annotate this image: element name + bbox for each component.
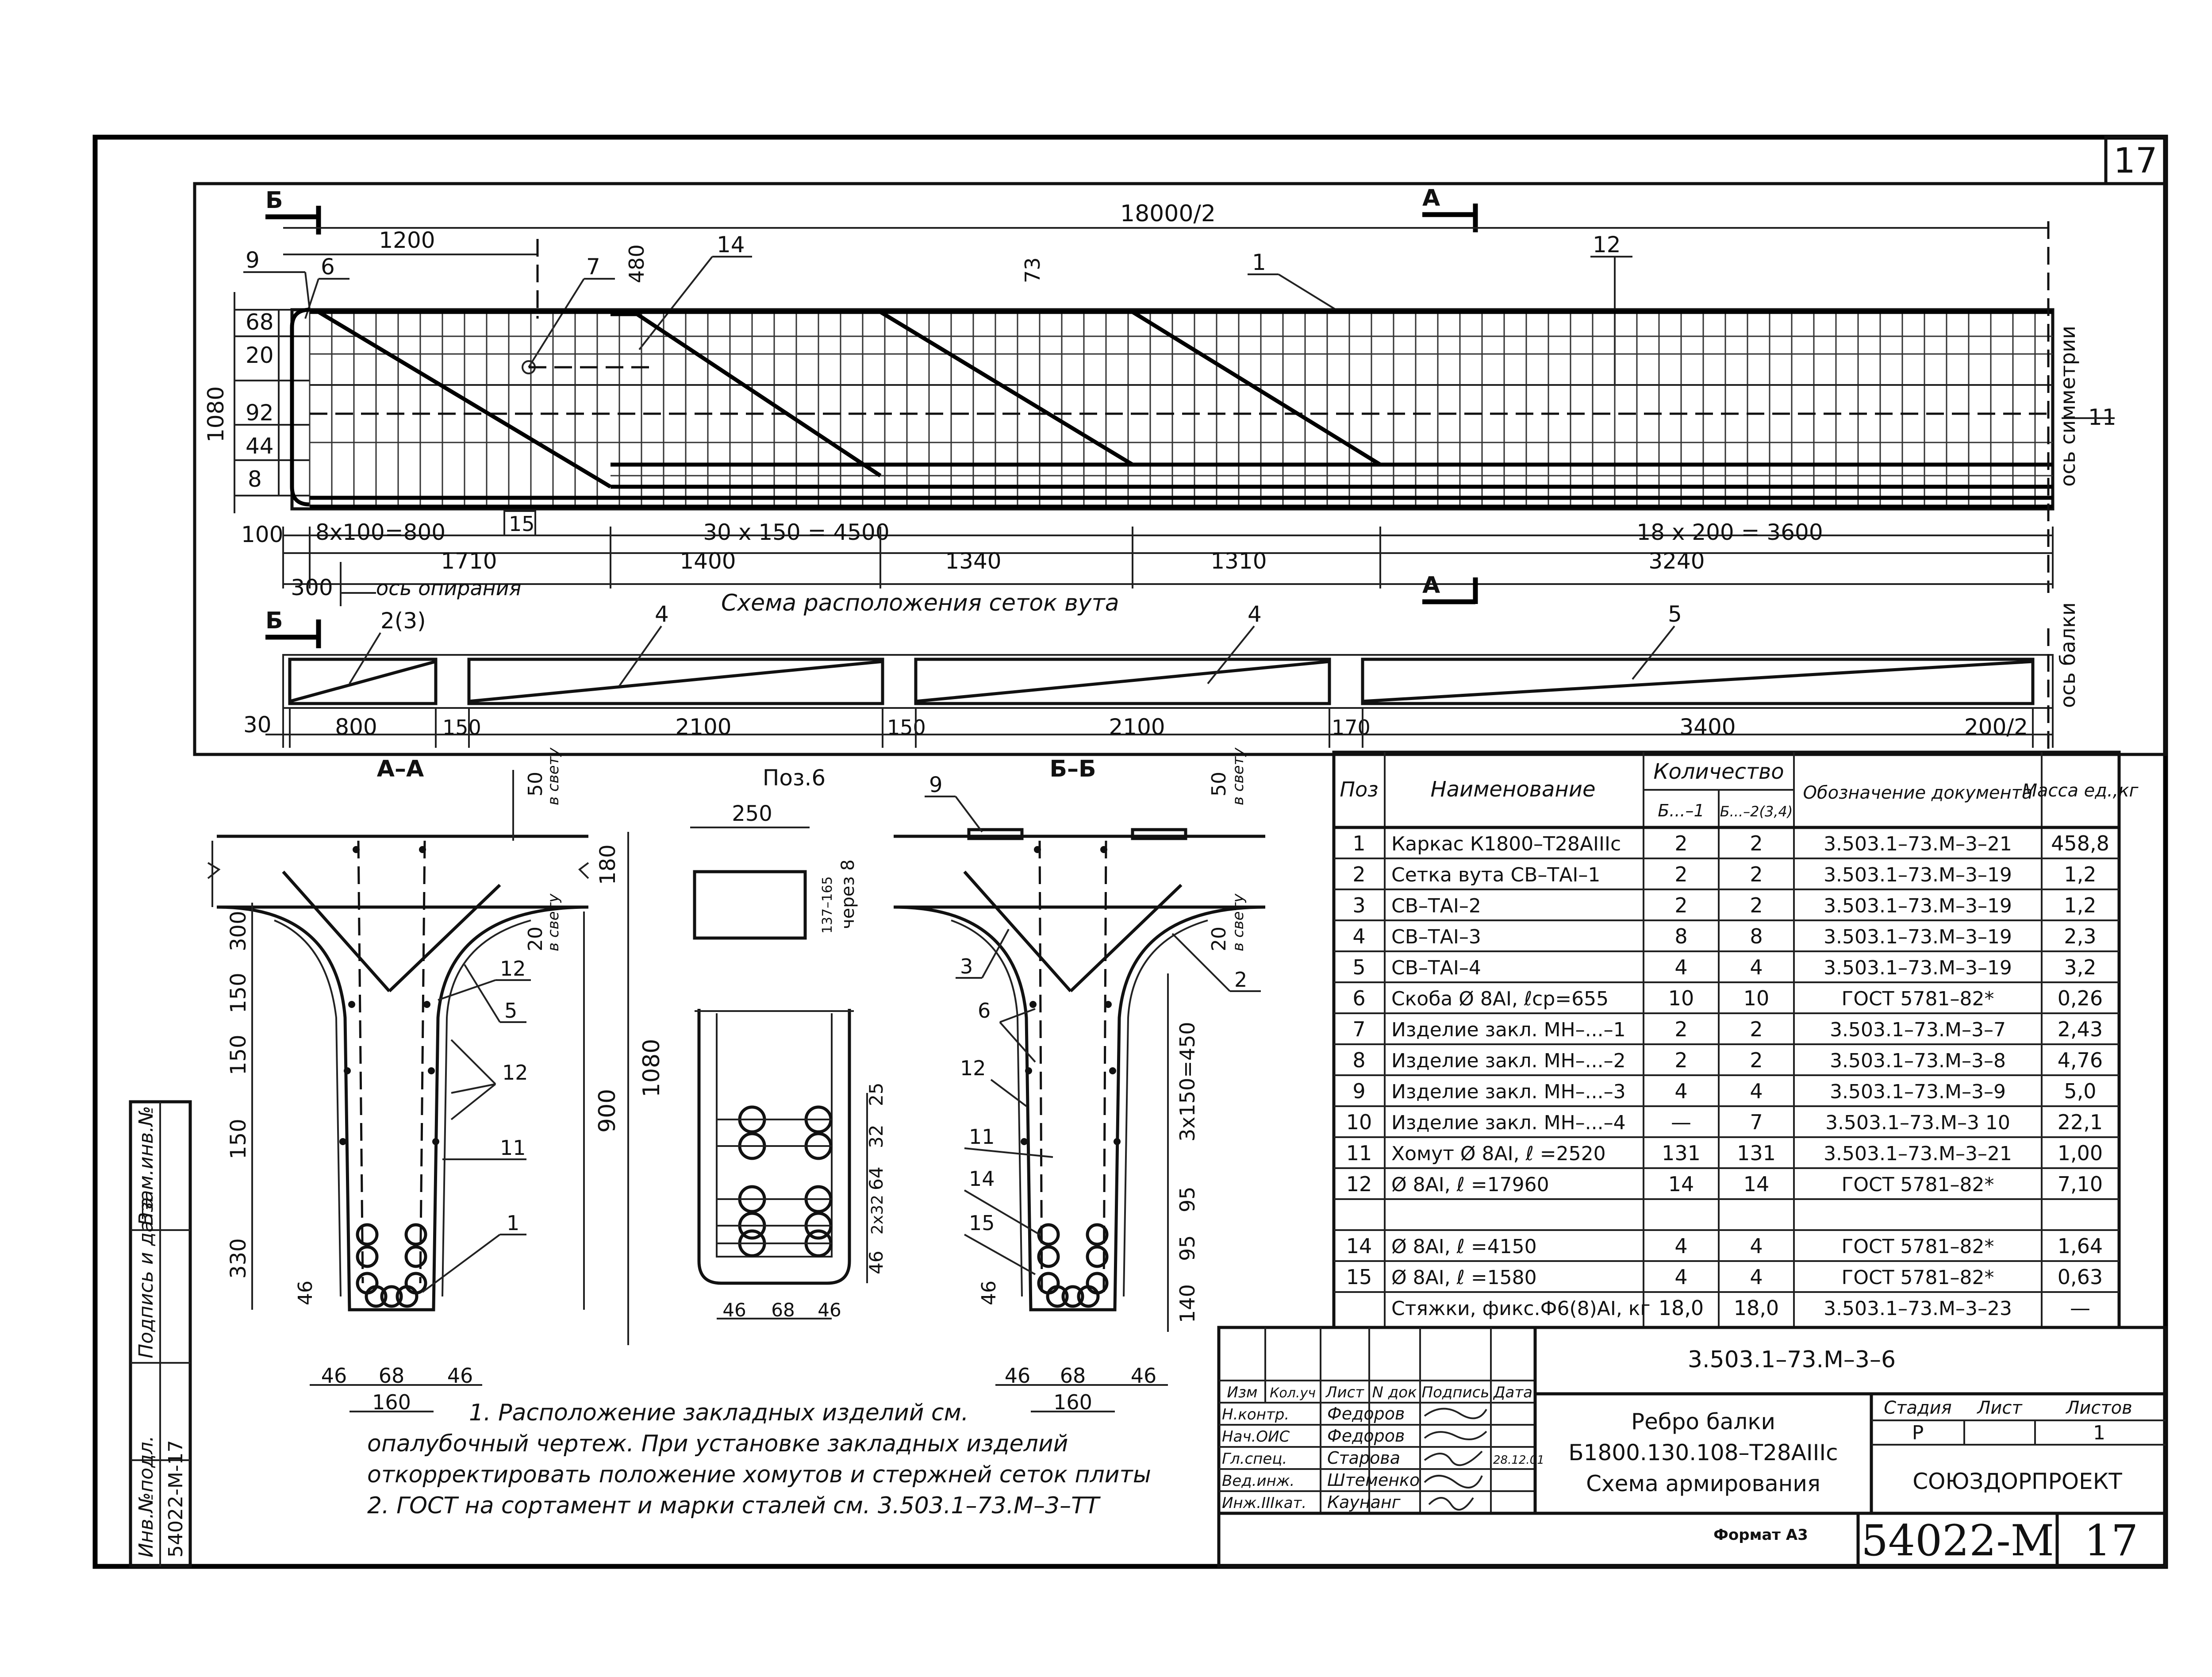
aa-pos-12a: 12 xyxy=(500,957,526,981)
side-value: 54022-М-17 xyxy=(165,1440,187,1558)
tb-person: Федоров xyxy=(1327,1426,1405,1446)
spec-cell-q1: 131 xyxy=(1662,1141,1701,1165)
rebar-dot xyxy=(423,1001,430,1008)
spec-cell-doc: 3.503.1–73.М–3–19 xyxy=(1824,895,2012,917)
beam-axis-label: ось балки xyxy=(2056,602,2080,708)
bb-dim-95b: 95 xyxy=(1175,1235,1199,1261)
side-stamp xyxy=(131,1102,190,1566)
bb-dim-95a: 95 xyxy=(1175,1186,1199,1212)
section-aa-title: А–А xyxy=(376,756,424,782)
rebar-dot xyxy=(419,846,426,853)
tb-col-podpis: Подпись xyxy=(1421,1384,1490,1401)
mesh-pos-5: 5 xyxy=(1668,601,1682,627)
spec-cell-name: Изделие закл. МН–...–2 xyxy=(1391,1050,1626,1072)
spec-cell-q2: 4 xyxy=(1750,1265,1763,1289)
spec-cell-q2: 131 xyxy=(1737,1141,1776,1165)
aa-dim-50: 50 xyxy=(524,772,547,796)
spec-cell-pos: 1 xyxy=(1352,831,1366,855)
spec-cell-q2: 14 xyxy=(1743,1172,1770,1196)
dim-100: 100 xyxy=(241,522,284,547)
spec-cell-q2: 2 xyxy=(1750,831,1763,855)
aa-dim-46-side: 46 xyxy=(294,1281,317,1305)
mesh-dim-2100b: 2100 xyxy=(1109,714,1165,740)
aa-pos-11: 11 xyxy=(500,1136,526,1160)
spec-cell-q2: 2 xyxy=(1750,1017,1763,1041)
bb-dim-3x150: 3х150=450 xyxy=(1175,1022,1199,1142)
pos6-250: 250 xyxy=(732,801,772,826)
plan-view xyxy=(203,185,2116,606)
spec-cell-q1: — xyxy=(1671,1110,1691,1134)
spec-cell-name: Изделие закл. МН–...–1 xyxy=(1391,1019,1626,1041)
spec-cell-q1: 2 xyxy=(1674,831,1688,855)
spec-cell-q2: 4 xyxy=(1750,955,1763,979)
spec-cell-pos: 12 xyxy=(1346,1172,1372,1196)
spec-cell-doc: 3.503.1–73.М–3–21 xyxy=(1824,833,2012,855)
spec-cell-pos: 15 xyxy=(1346,1265,1372,1289)
p6-2x32: 2х32 xyxy=(868,1194,887,1235)
mesh-pos-23: 2(3) xyxy=(380,608,426,634)
rebar-dot xyxy=(1114,1138,1121,1145)
pos6-137: 137–165 xyxy=(820,876,835,934)
rebar-dot xyxy=(1105,1001,1112,1008)
p6-64: 64 xyxy=(865,1166,887,1190)
tb-stage: Р xyxy=(1912,1422,1924,1444)
spec-cell-q2: 10 xyxy=(1743,986,1770,1010)
tb-person: Каунанг xyxy=(1327,1492,1401,1512)
bb-bot-160: 160 xyxy=(1053,1390,1092,1414)
spec-cell-q2: 2 xyxy=(1750,893,1763,917)
spec-h-mass: Масса ед.,кг xyxy=(2022,781,2139,801)
spec-cell-name: Ø 8АI, ℓ =1580 xyxy=(1391,1266,1537,1289)
aa-dim-20: 20 xyxy=(524,927,547,951)
p6-46a: 46 xyxy=(722,1299,746,1321)
height-1080: 1080 xyxy=(203,386,229,442)
tb-role: Нач.ОИС xyxy=(1222,1428,1290,1446)
signature xyxy=(1425,1431,1486,1439)
spec-cell-doc: ГОСТ 5781–82* xyxy=(1841,1173,1994,1196)
mesh-dim-800: 800 xyxy=(335,714,377,740)
pos6-title: Поз.6 xyxy=(762,765,826,791)
spec-cell-q2: 7 xyxy=(1750,1110,1763,1134)
spec-cell-mass: — xyxy=(2070,1296,2090,1320)
p6-46b: 46 xyxy=(818,1299,841,1321)
tb-col-izm: Изм xyxy=(1227,1384,1258,1401)
tb-sheet-h: Лист xyxy=(1977,1398,2022,1418)
pos6-through8: через 8 xyxy=(838,859,858,929)
symmetry-axis-label: ось симметрии xyxy=(2056,326,2080,487)
spec-cell-mass: 3,2 xyxy=(2064,955,2097,979)
spec-table xyxy=(1334,752,2139,1327)
format-label: Формат А3 xyxy=(1713,1526,1808,1544)
spec-cell-doc: ГОСТ 5781–82* xyxy=(1841,1235,1994,1258)
spacing-1: 8х100=800 xyxy=(315,519,446,545)
section-b-label-mid: Б xyxy=(265,608,283,634)
spec-cell-pos: 10 xyxy=(1346,1110,1372,1134)
spec-cell-q2: 4 xyxy=(1750,1234,1763,1258)
pos-12: 12 xyxy=(1593,232,1621,258)
bb-dim-46-side: 46 xyxy=(978,1281,1000,1305)
spec-cell-name: Сетка вута СВ–ТАI–1 xyxy=(1391,864,1601,886)
tb-stage-h: Стадия xyxy=(1884,1398,1952,1418)
support-axis-label: ось опирания xyxy=(376,576,522,600)
spec-cell-q1: 2 xyxy=(1674,862,1688,886)
spec-cell-mass: 2,3 xyxy=(2064,924,2097,948)
signature xyxy=(1425,1409,1486,1419)
pos-9: 9 xyxy=(246,247,260,273)
left-68: 68 xyxy=(246,309,274,335)
spec-cell-mass: 0,63 xyxy=(2057,1265,2103,1289)
note-4: 2. ГОСТ на сортамент и марки сталей см. 3.503.1–73.М–3–ТТ xyxy=(367,1492,1099,1519)
bb-dim-140: 140 xyxy=(1175,1284,1199,1323)
title-block xyxy=(1219,1327,2166,1566)
rebar-dot xyxy=(339,1138,346,1145)
spec-cell-mass: 1,00 xyxy=(2057,1141,2103,1165)
side-col3: Взам.инв.№ xyxy=(135,1106,157,1226)
rebar-dot xyxy=(1034,846,1041,853)
bb-dim-vsvetu2: в свету xyxy=(1229,893,1247,951)
spec-h-doc: Обозначение документа xyxy=(1803,783,2033,803)
spec-cell-name: Хомут Ø 8АI, ℓ =2520 xyxy=(1391,1142,1606,1165)
seg-1710: 1710 xyxy=(441,548,497,574)
tb-role: Вед.инж. xyxy=(1222,1472,1295,1490)
mesh-dim-30: 30 xyxy=(243,712,272,738)
section-b-label-top: Б xyxy=(265,187,283,214)
mesh-dim-150a: 150 xyxy=(442,715,481,739)
p6-32: 32 xyxy=(865,1124,887,1148)
pos-1: 1 xyxy=(1252,250,1266,275)
tb-person: Штеменко xyxy=(1327,1470,1420,1490)
spec-cell-q1: 14 xyxy=(1668,1172,1694,1196)
left-44: 44 xyxy=(246,433,274,459)
signature xyxy=(1425,1476,1482,1488)
rebar-dot xyxy=(1029,1001,1037,1008)
spec-cell-doc: 3.503.1–73.М–3–21 xyxy=(1824,1142,2012,1165)
left-8: 8 xyxy=(248,466,262,492)
spec-cell-pos: 9 xyxy=(1352,1079,1366,1103)
rebar-dot xyxy=(1025,1067,1032,1074)
spec-h-pos: Поз xyxy=(1340,777,1379,801)
bb-dim-50: 50 xyxy=(1208,772,1230,796)
spec-cell-pos: 3 xyxy=(1352,893,1366,917)
seg-1340: 1340 xyxy=(945,548,1002,574)
spec-cell-q1: 4 xyxy=(1674,1079,1688,1103)
seg-3240: 3240 xyxy=(1648,548,1705,574)
spec-cell-pos: 2 xyxy=(1352,862,1366,886)
spec-cell-pos: 7 xyxy=(1352,1017,1366,1041)
section-a-label-top: А xyxy=(1422,185,1440,212)
spec-cell-doc: 3.503.1–73.М–3–19 xyxy=(1824,957,2012,979)
tb-org: СОЮЗДОРПРОЕКТ xyxy=(1912,1469,2122,1494)
spec-cell-name: Ø 8АI, ℓ =17960 xyxy=(1391,1173,1549,1196)
aa-dim-150b: 150 xyxy=(226,1035,251,1075)
mesh-dim-2100a: 2100 xyxy=(675,714,732,740)
spec-cell-pos: 8 xyxy=(1352,1048,1366,1072)
spec-cell-doc: 3.503.1–73.М–3–8 xyxy=(1830,1050,2006,1072)
pos-14: 14 xyxy=(717,232,745,258)
tb-code: 3.503.1–73.М–3–6 xyxy=(1687,1346,1896,1373)
aa-pos-5: 5 xyxy=(504,999,518,1023)
spec-cell-doc: 3.503.1–73.М–3–19 xyxy=(1824,864,2012,886)
spec-cell-name: СВ–ТАI–3 xyxy=(1391,926,1481,948)
aa-bot-68: 68 xyxy=(378,1364,405,1388)
pos-6: 6 xyxy=(321,254,335,280)
tb-title-2: Б1800.130.108–Т28АIIIс xyxy=(1568,1440,1838,1465)
rebar-circle xyxy=(406,1247,426,1266)
spec-cell-mass: 4,76 xyxy=(2057,1048,2103,1072)
spec-cell-name: СВ–ТАI–4 xyxy=(1391,957,1481,979)
spec-cell-pos: 5 xyxy=(1352,955,1366,979)
tb-role: Н.контр. xyxy=(1222,1406,1290,1423)
spec-cell-name: Ø 8АI, ℓ =4150 xyxy=(1391,1235,1537,1258)
tb-col-koluch: Кол.уч xyxy=(1270,1385,1316,1401)
spec-cell-q1: 2 xyxy=(1674,893,1688,917)
spec-cell-q1: 2 xyxy=(1674,1017,1688,1041)
tb-date: 28.12.01 xyxy=(1493,1454,1544,1467)
mesh-dim-3400: 3400 xyxy=(1679,714,1736,740)
aa-pos-1: 1 xyxy=(507,1211,520,1235)
left-20: 20 xyxy=(246,342,274,368)
bb-pos-3: 3 xyxy=(960,954,973,978)
corner-number: 17 xyxy=(2113,141,2158,181)
spacing-3: 18 х 200 = 3600 xyxy=(1636,519,1823,545)
spec-cell-mass: 458,8 xyxy=(2051,831,2109,855)
bb-pos-12: 12 xyxy=(960,1056,986,1080)
bb-pos-9: 9 xyxy=(929,773,943,797)
bb-pos-6: 6 xyxy=(978,999,991,1023)
seg-1310: 1310 xyxy=(1210,548,1267,574)
side-col1: Инв.№подл. xyxy=(135,1435,157,1558)
note-2: опалубочный чертеж. При установке закладных изделий xyxy=(367,1431,1068,1457)
spec-cell-q1: 4 xyxy=(1674,1234,1688,1258)
p6-46v: 46 xyxy=(865,1250,887,1274)
stirrup-grid xyxy=(310,312,2035,507)
aa-dim-900: 900 xyxy=(594,1089,621,1133)
spec-cell-doc: 3.503.1–73.М–3–7 xyxy=(1830,1019,2006,1041)
aa-dim-150c: 150 xyxy=(226,1119,251,1159)
spec-cell-pos: 4 xyxy=(1352,924,1366,948)
spec-cell-doc: 3.503.1–73.М–3 10 xyxy=(1825,1112,2010,1134)
mesh-pos-4b: 4 xyxy=(1248,601,1262,627)
bb-pos-14: 14 xyxy=(969,1167,995,1191)
aa-dim-vsvetu1: в свету xyxy=(545,747,562,805)
bb-pos-15: 15 xyxy=(969,1211,995,1235)
aa-dim-300: 300 xyxy=(226,911,251,951)
spec-h-q2: Б...–2(3,4) xyxy=(1720,803,1793,820)
spec-cell-q1: 4 xyxy=(1674,1265,1688,1289)
spec-cell-q2: 18,0 xyxy=(1733,1296,1779,1320)
aa-dim-330: 330 xyxy=(226,1238,251,1279)
spec-cell-mass: 5,0 xyxy=(2064,1079,2097,1103)
aa-bot-160: 160 xyxy=(372,1390,411,1414)
spec-cell-q1: 8 xyxy=(1674,924,1688,948)
spec-cell-doc: 3.503.1–73.М–3–19 xyxy=(1824,926,2012,948)
rebar-circle xyxy=(357,1247,377,1266)
pos6-detail xyxy=(690,765,887,1321)
pos-7: 7 xyxy=(586,254,600,280)
stamp-sheet: 17 xyxy=(2084,1516,2139,1565)
spec-cell-mass: 1,2 xyxy=(2064,893,2097,917)
aa-dim-150a: 150 xyxy=(226,973,251,1013)
spec-cell-mass: 1,64 xyxy=(2057,1234,2103,1258)
tb-col-data: Дата xyxy=(1493,1384,1533,1401)
aa-dim-180: 180 xyxy=(595,844,620,885)
rebar-dot xyxy=(1109,1067,1116,1074)
note-3: откорректировать положение хомутов и стержней сеток плиты xyxy=(367,1462,1151,1488)
spec-cell-q1: 18,0 xyxy=(1658,1296,1704,1320)
rebar-dot xyxy=(344,1067,351,1074)
left-92: 92 xyxy=(246,400,274,426)
section-a-label-bottom: А xyxy=(1422,572,1440,599)
spec-h-name: Наименование xyxy=(1430,777,1596,802)
bb-bot-68: 68 xyxy=(1060,1364,1086,1388)
bb-bot-46a: 46 xyxy=(1004,1364,1031,1388)
rebar-dot xyxy=(432,1138,439,1145)
mesh-pos-4a: 4 xyxy=(655,601,669,627)
aa-dim-vsvetu2: в свету xyxy=(545,893,562,951)
tb-role: Гл.спец. xyxy=(1222,1450,1287,1468)
mesh-dim-150b: 150 xyxy=(887,715,926,739)
spec-cell-q2: 2 xyxy=(1750,862,1763,886)
rebar-dot xyxy=(1100,846,1107,853)
spec-cell-q1: 10 xyxy=(1668,986,1694,1010)
spec-cell-name: СВ–ТАI–2 xyxy=(1391,895,1481,917)
bb-pos-11: 11 xyxy=(969,1125,995,1149)
spec-cell-name: Каркас К1800–Т28АIIIс xyxy=(1391,833,1621,855)
bb-bot-46b: 46 xyxy=(1130,1364,1157,1388)
tb-title-1: Ребро балки xyxy=(1631,1409,1776,1435)
bb-dim-vsvetu1: в свету xyxy=(1229,747,1247,805)
tb-sheets-h: Листов xyxy=(2066,1398,2132,1418)
spec-cell-mass: 2,43 xyxy=(2057,1017,2103,1041)
dim-1200: 1200 xyxy=(379,227,435,253)
tb-title-3: Схема армирования xyxy=(1586,1471,1820,1496)
spec-cell-pos: 11 xyxy=(1346,1141,1372,1165)
aa-bot-46a: 46 xyxy=(321,1364,347,1388)
rebar-dot xyxy=(353,846,360,853)
spec-cell-name: Изделие закл. МН–...–3 xyxy=(1391,1081,1626,1103)
section-bb-title: Б–Б xyxy=(1049,756,1096,782)
spec-cell-doc: 3.503.1–73.М–3–9 xyxy=(1830,1081,2006,1103)
tb-col-list: Лист xyxy=(1325,1384,1364,1401)
note-1: 1. Расположение закладных изделий см. xyxy=(469,1400,969,1426)
plan-frame xyxy=(195,184,2166,754)
pos-15: 15 xyxy=(509,512,535,536)
dim-480: 480 xyxy=(625,244,649,283)
overall-dim: 18000/2 xyxy=(1120,200,1216,227)
spec-h-qty: Количество xyxy=(1653,759,1784,784)
spec-cell-pos: 14 xyxy=(1346,1234,1372,1258)
section-bb xyxy=(894,747,1265,1414)
tb-col-ndok: N док xyxy=(1372,1384,1417,1401)
spec-cell-name: Скоба Ø 8АI, ℓср=655 xyxy=(1391,988,1609,1010)
pos-11: 11 xyxy=(2088,404,2116,430)
aa-bot-46b: 46 xyxy=(447,1364,473,1388)
mesh-dim-200-2: 200/2 xyxy=(1964,714,2028,740)
tb-sheets: 1 xyxy=(2093,1422,2105,1444)
spec-cell-q2: 8 xyxy=(1750,924,1763,948)
tb-role: Инж.IIIкат. xyxy=(1222,1494,1307,1512)
rebar-circle xyxy=(406,1225,426,1244)
spec-cell-pos: 6 xyxy=(1352,986,1366,1010)
spec-cell-q1: 4 xyxy=(1674,955,1688,979)
rebar-dot xyxy=(348,1001,355,1008)
mesh-layout xyxy=(243,590,2080,752)
spec-cell-name: Изделие закл. МН–...–4 xyxy=(1391,1112,1626,1134)
spec-h-q1: Б...–1 xyxy=(1658,801,1705,820)
spec-cell-mass: 0,26 xyxy=(2057,986,2103,1010)
mesh-title: Схема расположения сеток вута xyxy=(721,590,1119,616)
stamp-number: 54022-M xyxy=(1861,1516,2055,1565)
spec-cell-name: Стяжки, фикс.Ф6(8)АI, кг xyxy=(1391,1297,1651,1320)
notes xyxy=(367,1400,1151,1519)
dim-73: 73 xyxy=(1021,257,1045,283)
rebar-dot xyxy=(428,1067,435,1074)
aa-pos-12b: 12 xyxy=(502,1061,528,1085)
bb-dim-20: 20 xyxy=(1208,927,1230,951)
rebar-circle xyxy=(357,1225,377,1244)
seg-1400: 1400 xyxy=(680,548,736,574)
side-col2: Подпись и дата xyxy=(135,1197,157,1358)
spec-cell-doc: ГОСТ 5781–82* xyxy=(1841,988,1994,1010)
spec-cell-doc: ГОСТ 5781–82* xyxy=(1841,1266,1994,1289)
spec-cell-q1: 2 xyxy=(1674,1048,1688,1072)
spec-cell-mass: 1,2 xyxy=(2064,862,2097,886)
aa-dim-1080: 1080 xyxy=(638,1039,665,1097)
section-aa xyxy=(208,747,665,1414)
spec-cell-doc: 3.503.1–73.М–3–23 xyxy=(1824,1297,2012,1320)
bb-pos-2: 2 xyxy=(1234,968,1248,992)
spec-cell-mass: 7,10 xyxy=(2057,1172,2103,1196)
tb-person: Старова xyxy=(1327,1448,1401,1468)
spec-cell-q2: 2 xyxy=(1750,1048,1763,1072)
tb-person: Федоров xyxy=(1327,1404,1405,1423)
p6-68: 68 xyxy=(771,1299,795,1321)
dim-300: 300 xyxy=(291,575,333,600)
signature xyxy=(1425,1451,1482,1465)
spec-cell-q2: 4 xyxy=(1750,1079,1763,1103)
spacing-2: 30 х 150 = 4500 xyxy=(703,519,890,545)
p6-25: 25 xyxy=(865,1082,887,1106)
rebar-dot xyxy=(1021,1138,1028,1145)
signature xyxy=(1429,1498,1473,1510)
mesh-dim-170: 170 xyxy=(1332,715,1371,739)
spec-cell-mass: 22,1 xyxy=(2057,1110,2103,1134)
